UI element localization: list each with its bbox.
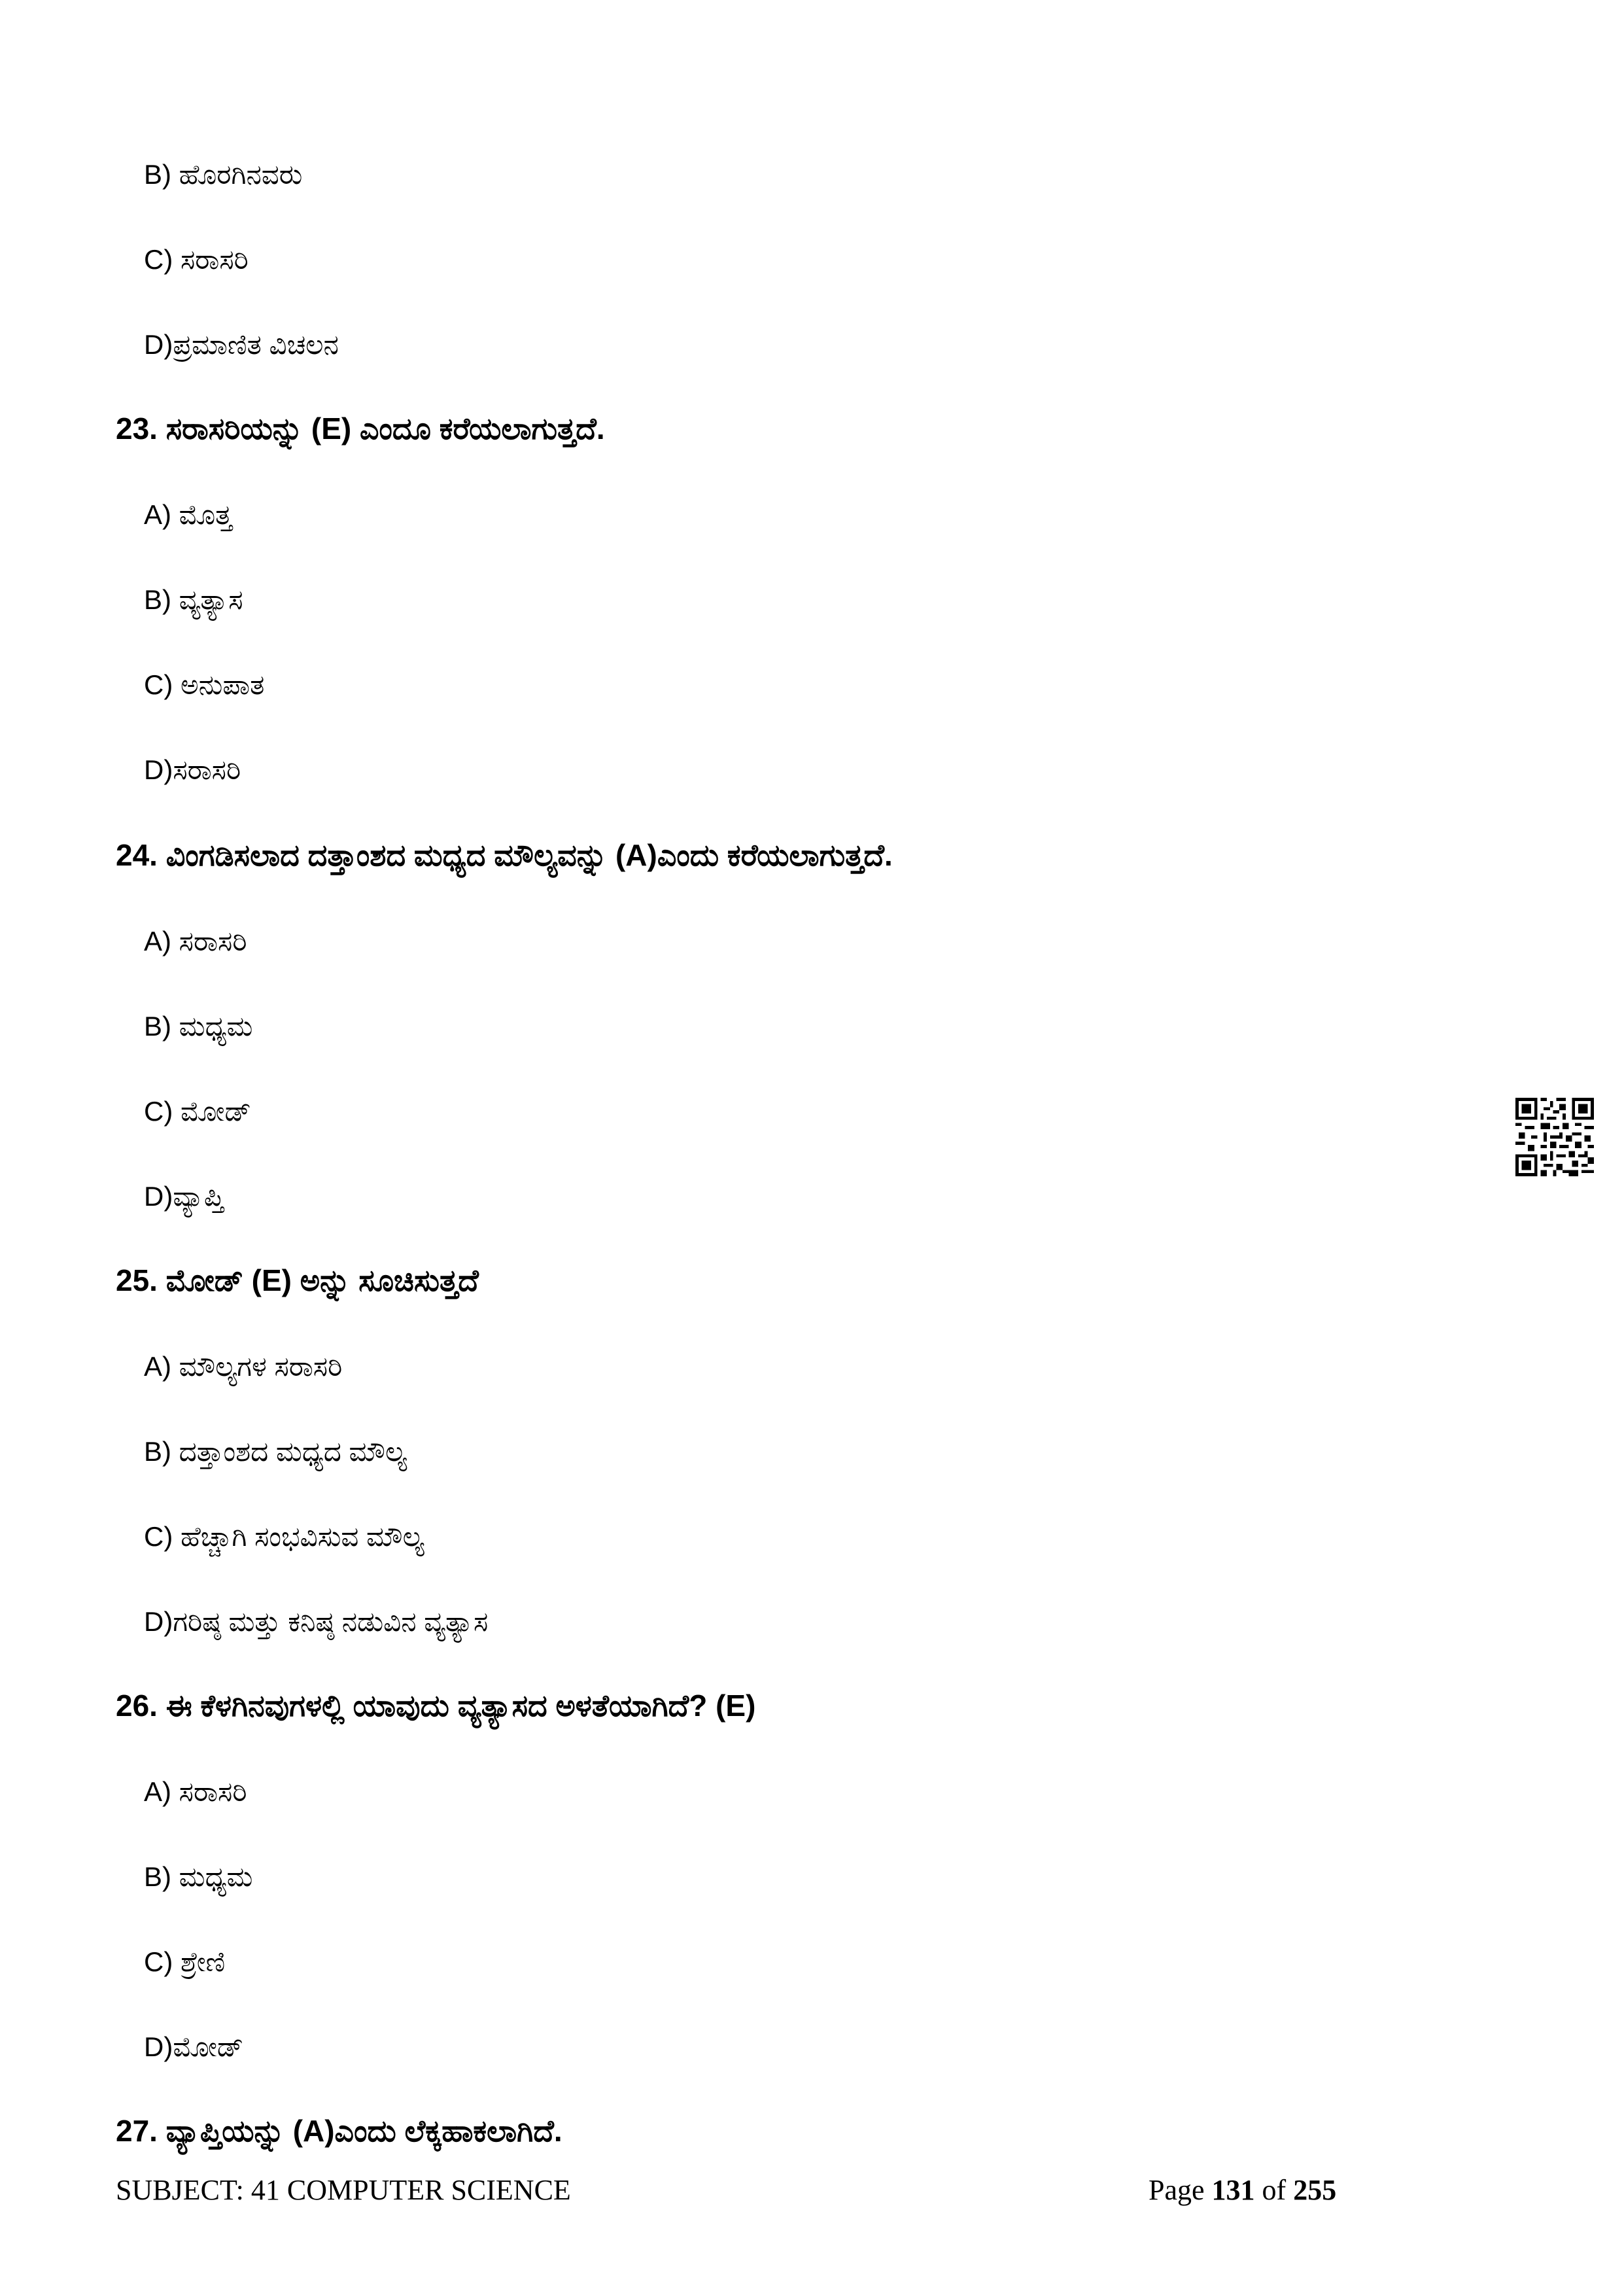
- option-25-a: A) ಮೌಲ್ಯಗಳ ಸರಾಸರಿ: [144, 1351, 343, 1382]
- question-25: 25. ಮೋಡ್ (E) ಅನ್ನು ಸೂಚಿಸುತ್ತದೆ: [116, 1263, 479, 1297]
- option-24-a: A) ಸರಾಸರಿ: [144, 926, 247, 956]
- footer-page-current: 131: [1211, 2174, 1255, 2206]
- option-23-c: C) ಅನುಪಾತ: [144, 669, 265, 700]
- question-24: 24. ವಿಂಗಡಿಸಲಾದ ದತ್ತಾಂಶದ ಮಧ್ಯದ ಮೌಲ್ಯವನ್ನು (A)ಎಂದು ಕರೆಯಲಾಗುತ್ತದೆ.: [116, 838, 893, 872]
- question-27: 27. ವ್ಯಾಪ್ತಿಯನ್ನು (A)ಎಂದು ಲೆಕ್ಕಹಾಕಲಾಗಿದೆ.: [116, 2114, 562, 2148]
- option-22-c: C) ಸರಾಸರಿ: [144, 244, 249, 275]
- option-25-c: C) ಹೆಚ್ಚಾಗಿ ಸಂಭವಿಸುವ ಮೌಲ್ಯ: [144, 1521, 424, 1552]
- option-25-b: B) ದತ್ತಾಂಶದ ಮಧ್ಯದ ಮೌಲ್ಯ: [144, 1436, 407, 1467]
- option-23-b: B) ವ್ಯತ್ಯಾಸ: [144, 584, 243, 615]
- option-23-a: A) ಮೊತ್ತ: [144, 499, 232, 530]
- option-26-b: B) ಮಧ್ಯಮ: [144, 1861, 253, 1892]
- option-25-d: D)ಗರಿಷ್ಠ ಮತ್ತು ಕನಿಷ್ಠ ನಡುವಿನ ವ್ಯತ್ಯಾಸ: [144, 1606, 489, 1637]
- footer-page-of: of: [1254, 2174, 1294, 2206]
- option-26-c: C) ಶ್ರೇಣಿ: [144, 1946, 226, 1977]
- qr-code-icon: [1515, 1098, 1594, 1176]
- option-23-d: D)ಸರಾಸರಿ: [144, 754, 241, 785]
- footer-page-number: [1149, 2176, 1336, 2205]
- option-26-d: D)ಮೋಡ್: [144, 2031, 244, 2062]
- question-23: 23. ಸರಾಸರಿಯನ್ನು (E) ಎಂದೂ ಕರೆಯಲಾಗುತ್ತದೆ.: [116, 412, 605, 446]
- option-24-b: B) ಮಧ್ಯಮ: [144, 1011, 253, 1042]
- option-26-a: A) ಸರಾಸರಿ: [144, 1776, 247, 1807]
- option-24-c: C) ಮೋಡ್: [144, 1096, 251, 1127]
- option-22-d: D)ಪ್ರಮಾಣಿತ ವಿಚಲನ: [144, 329, 339, 360]
- footer-subject: SUBJECT: 41 COMPUTER SCIENCE: [116, 2174, 571, 2206]
- question-26: 26. ಈ ಕೆಳಗಿನವುಗಳಲ್ಲಿ ಯಾವುದು ವ್ಯತ್ಯಾಸದ ಅಳತೆಯಾಗಿದೆ? (E): [116, 1689, 756, 1723]
- option-24-d: D)ವ್ಯಾಪ್ತಿ: [144, 1181, 224, 1212]
- option-22-b: B) ಹೊರಗಿನವರು: [144, 159, 303, 190]
- footer-page-total: 255: [1293, 2174, 1337, 2206]
- footer-page-prefix: Page: [1149, 2174, 1212, 2206]
